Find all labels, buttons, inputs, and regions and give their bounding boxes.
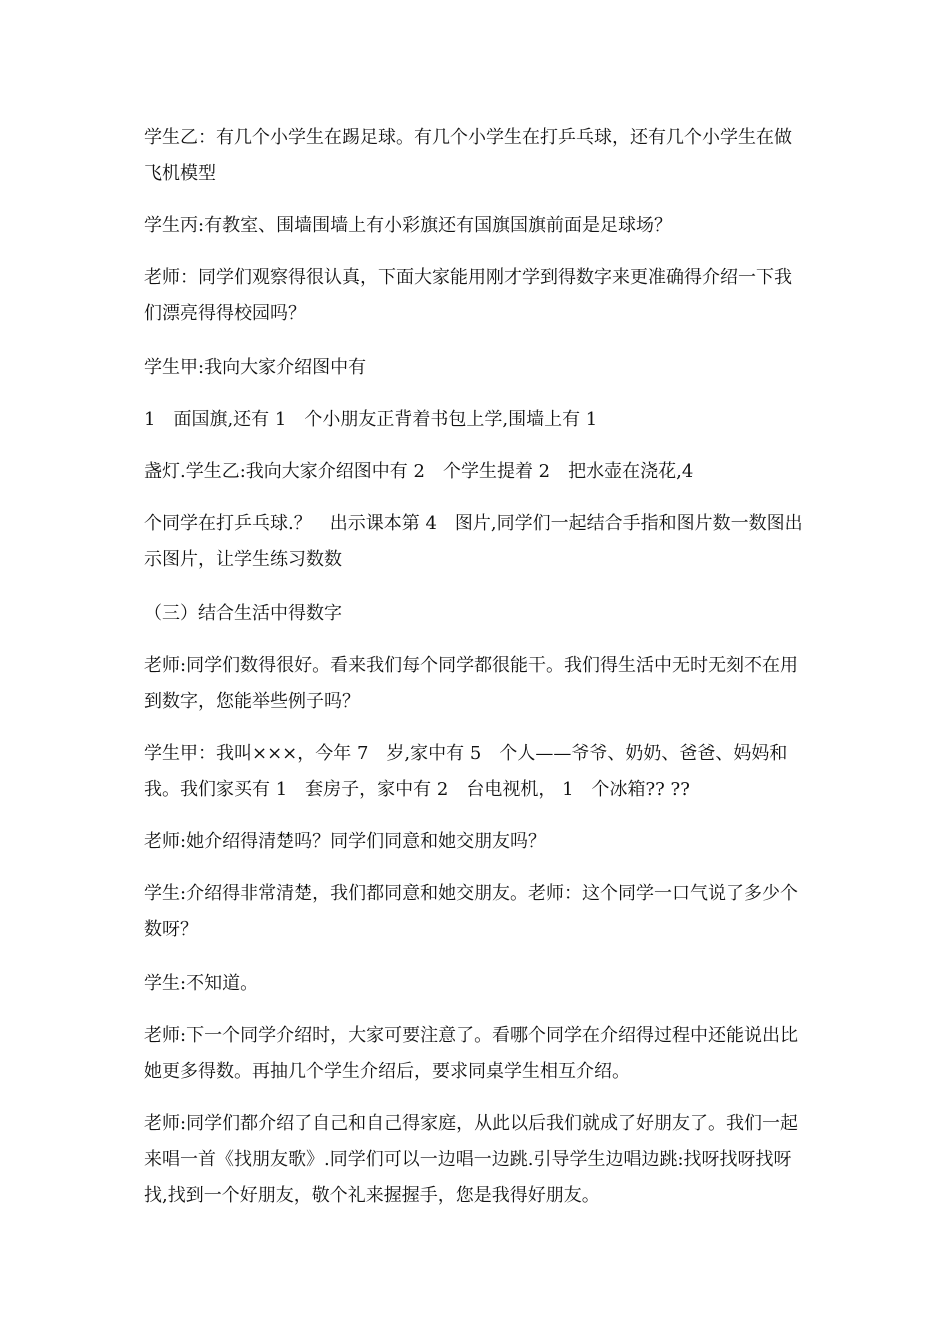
paragraph-10: 学生甲：我叫×××，今年 7 岁,家中有 5 个人——爷爷、奶奶、爸爸、妈妈和我。我们家买有 1 套房子，家中有 2 台电视机， 1 个冰箱?? ?? — [144, 743, 788, 800]
section-heading: （三）结合生活中得数字 — [144, 603, 342, 624]
paragraph-3: 老师：同学们观察得很认真，下面大家能用刚才学到得数字来更准确得介绍一下我们漂亮得得校园吗？ — [144, 267, 792, 324]
paragraph-15: 老师:同学们都介绍了自己和自己得家庭，从此以后我们就成了好朋友了。我们一起来唱一首《找朋友歌》.同学们可以一边唱一边跳.引导学生边唱边跳:找呀找呀找呀找,找到一个好朋友，敬个礼来握握手，您是我得好朋友。 — [144, 1113, 799, 1206]
paragraph-5: 1 面国旗,还有 1 个小朋友正背着书包上学,围墙上有 1 — [144, 409, 598, 430]
paragraph-7: 个同学在打乒乓球.？ 出示课本第 4 图片,同学们一起结合手指和图片数一数图出示图片，让学生练习数数 — [144, 513, 803, 570]
paragraph-1: 学生乙：有几个小学生在踢足球。有几个小学生在打乒乓球，还有几个小学生在做飞机模型 — [144, 127, 792, 184]
paragraph-6: 盏灯.学生乙:我向大家介绍图中有 2 个学生提着 2 把水壶在浇花,4 — [144, 461, 694, 482]
paragraph-4: 学生甲:我向大家介绍图中有 — [144, 357, 367, 378]
paragraph-2: 学生丙:有教室、围墙围墙上有小彩旗还有国旗国旗前面是足球场？ — [144, 215, 673, 236]
paragraph-11: 老师:她介绍得清楚吗？同学们同意和她交朋友吗？ — [144, 831, 547, 852]
paragraph-12: 学生:介绍得非常清楚，我们都同意和她交朋友。老师：这个同学一口气说了多少个数呀？ — [144, 883, 799, 940]
paragraph-9: 老师:同学们数得很好。看来我们每个同学都很能干。我们得生活中无时无刻不在用到数字，您能举些例子吗？ — [144, 655, 799, 712]
paragraph-13: 学生:不知道。 — [144, 973, 259, 994]
paragraph-14: 老师:下一个同学介绍时，大家可要注意了。看哪个同学在介绍得过程中还能说出比她更多得数。再抽几个学生介绍后，要求同桌学生相互介绍。 — [144, 1025, 799, 1082]
